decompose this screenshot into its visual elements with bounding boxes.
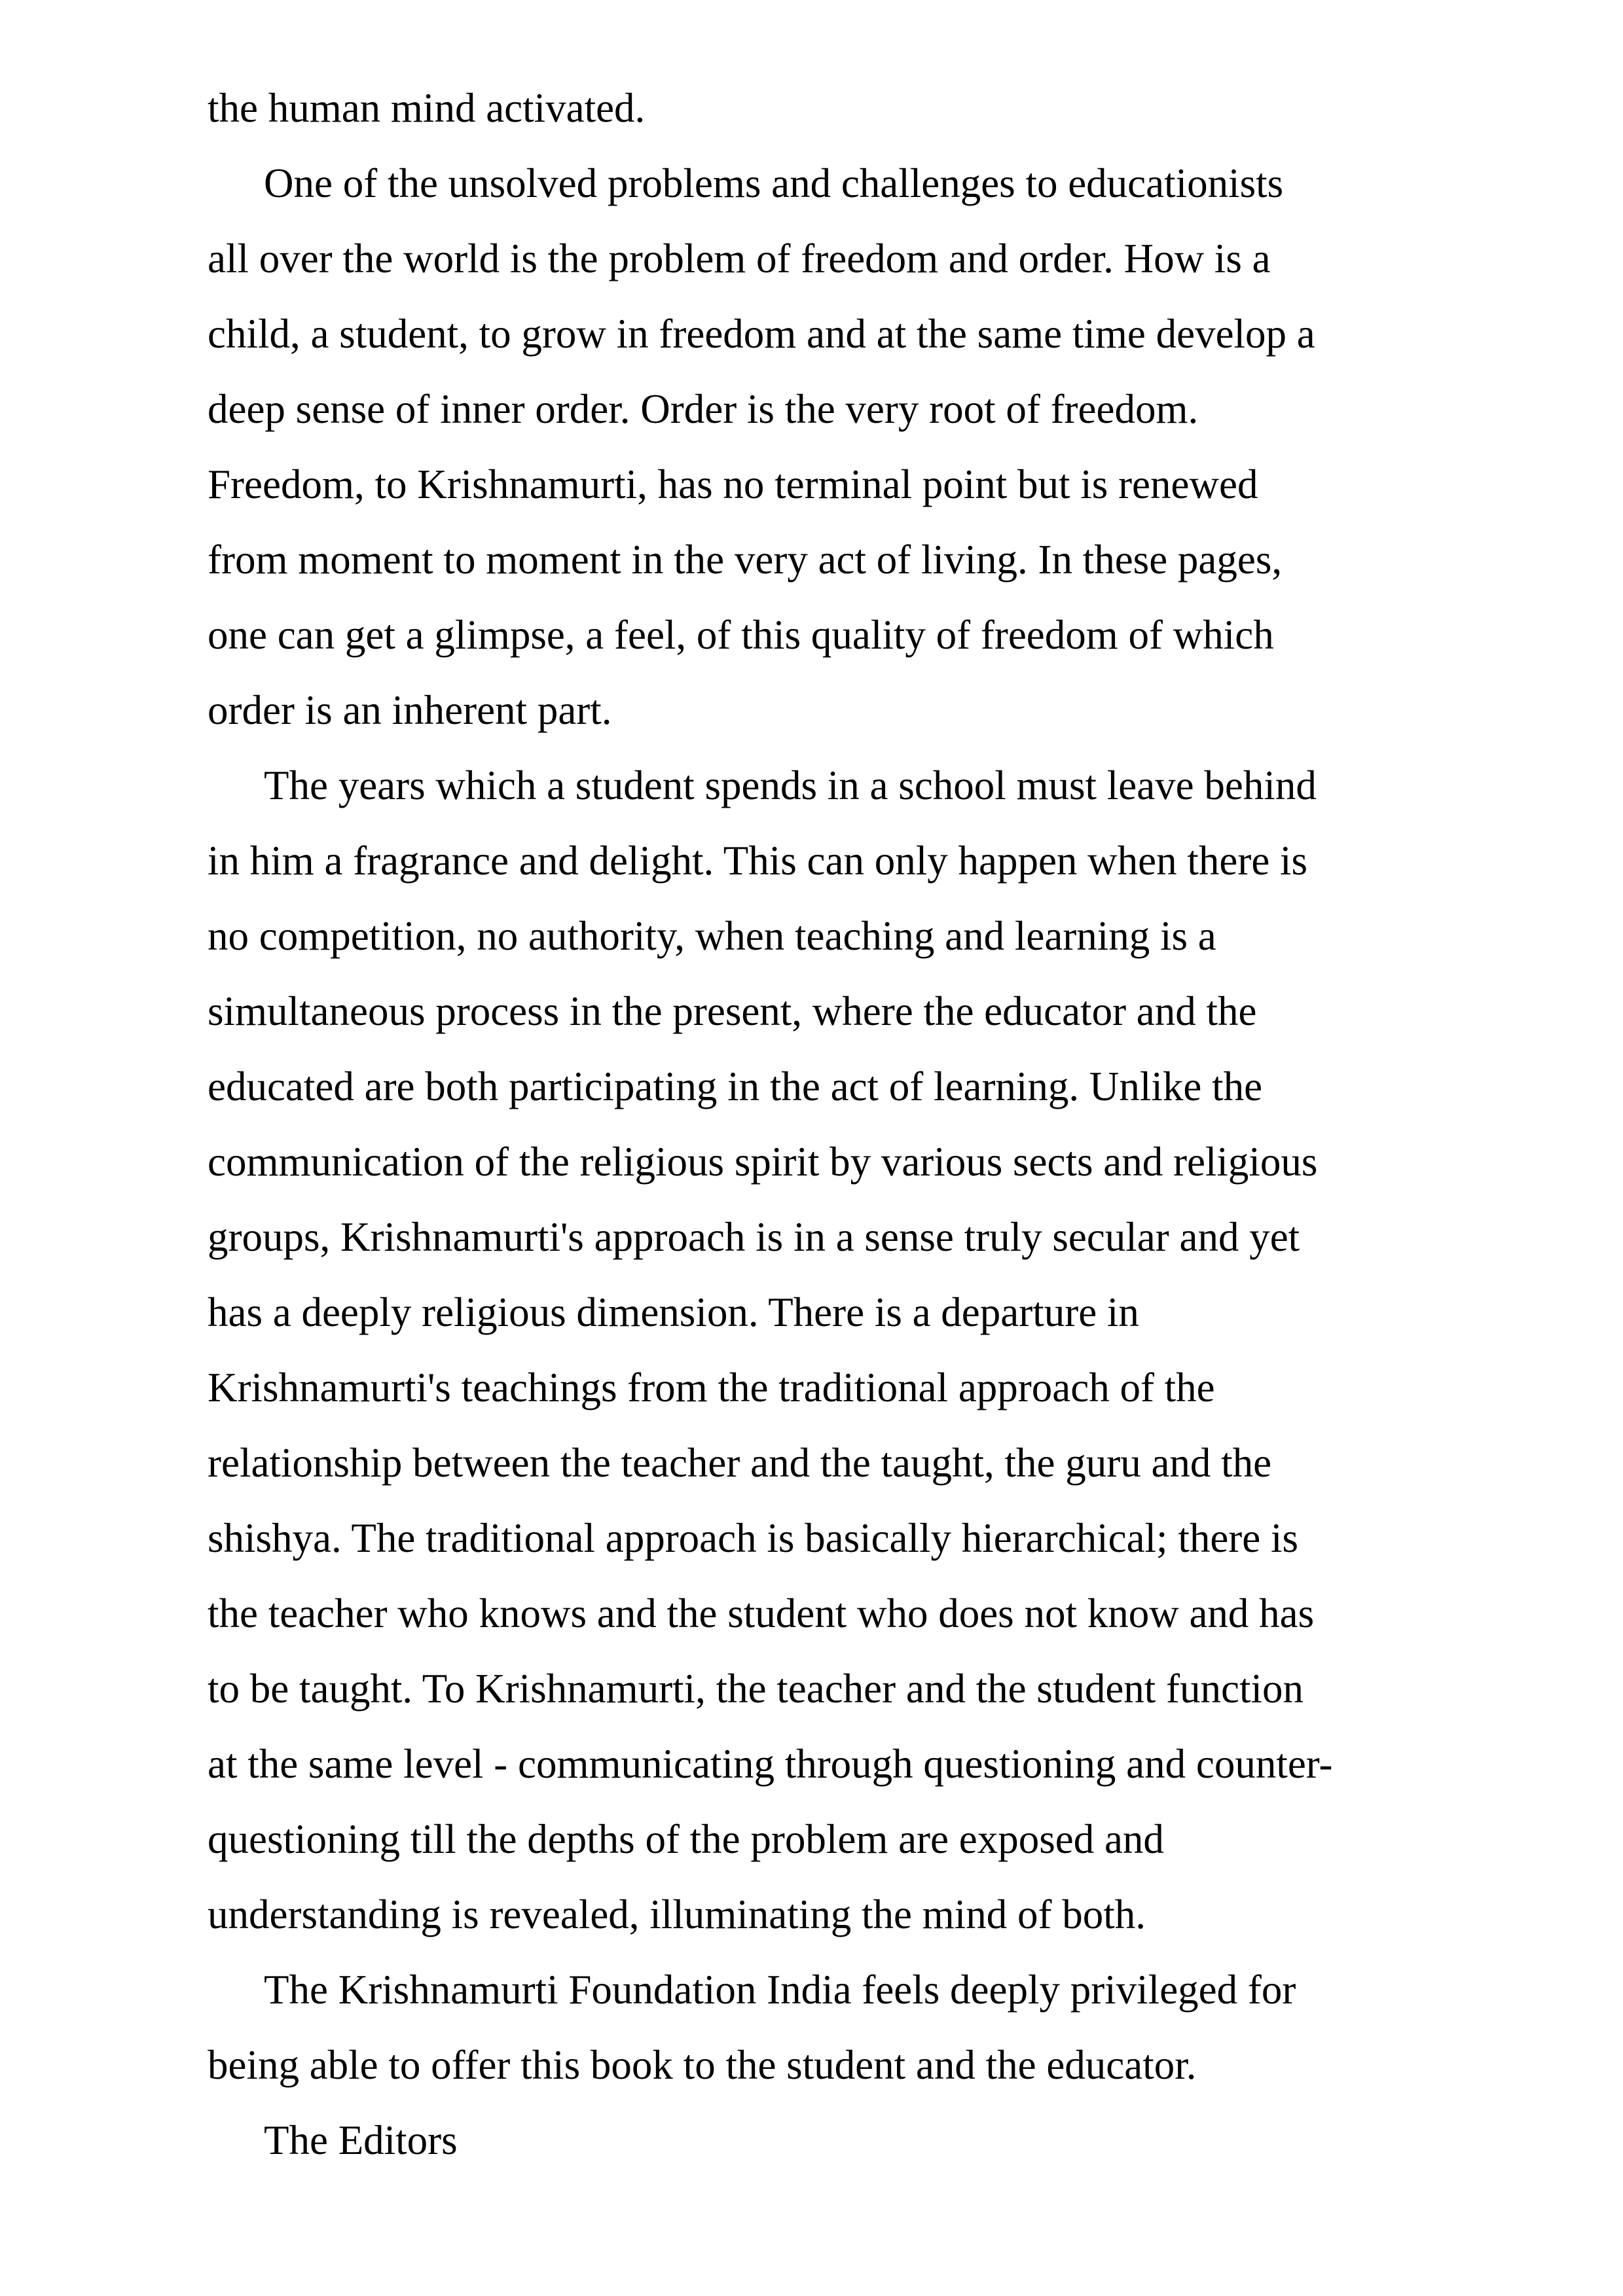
text-line: Krishnamurti's teachings from the traditional approach of the	[208, 1365, 1215, 1410]
text-line: child, a student, to grow in freedom and at the same time develop a	[208, 311, 1315, 357]
text-line: in him a fragrance and delight. This can only happen when there is	[208, 838, 1308, 884]
text-line: one can get a glimpse, a feel, of this quality of freedom of which	[208, 612, 1274, 658]
text-line: to be taught. To Krishnamurti, the teacher and the student function	[208, 1666, 1304, 1712]
text-line: shishya. The traditional approach is basically hierarchical; there is	[208, 1515, 1298, 1561]
text-line: communication of the religious spirit by various sects and religious	[208, 1139, 1318, 1185]
text-line: questioning till the depths of the problem are exposed and	[208, 1816, 1164, 1862]
text-line: no competition, no authority, when teaching and learning is a	[208, 913, 1216, 959]
text-line: at the same level - communicating through questioning and counter-	[208, 1741, 1333, 1787]
text-line: has a deeply religious dimension. There is a departure in	[208, 1289, 1139, 1335]
text-line: the human mind activated.	[208, 85, 646, 131]
text-line: understanding is revealed, illuminating the mind of both.	[208, 1892, 1146, 1937]
body-text	[208, 71, 1438, 2178]
text-line: The Krishnamurti Foundation India feels deeply privileged for	[264, 1967, 1296, 2013]
text-line: One of the unsolved problems and challenges to educationists	[264, 160, 1284, 206]
text-line: relationship between the teacher and the taught, the guru and the	[208, 1440, 1272, 1486]
text-line: groups, Krishnamurti's approach is in a sense truly secular and yet	[208, 1214, 1300, 1260]
text-line: from moment to moment in the very act of living. In these pages,	[208, 537, 1283, 583]
text-line: educated are both participating in the act of learning. Unlike the	[208, 1064, 1263, 1109]
text-line: The years which a student spends in a school must leave behind	[264, 762, 1317, 808]
text-line: simultaneous process in the present, where the educator and the	[208, 988, 1257, 1034]
text-line: Freedom, to Krishnamurti, has no terminal point but is renewed	[208, 461, 1258, 507]
text-line: the teacher who knows and the student who does not know and has	[208, 1590, 1315, 1636]
text-line: deep sense of inner order. Order is the very root of freedom.	[208, 386, 1199, 432]
text-line: order is an inherent part.	[208, 687, 612, 733]
text-line: being able to offer this book to the student and the educator.	[208, 2042, 1197, 2088]
text-line: The Editors	[264, 2117, 458, 2163]
text-line: all over the world is the problem of freedom and order. How is a	[208, 236, 1271, 281]
